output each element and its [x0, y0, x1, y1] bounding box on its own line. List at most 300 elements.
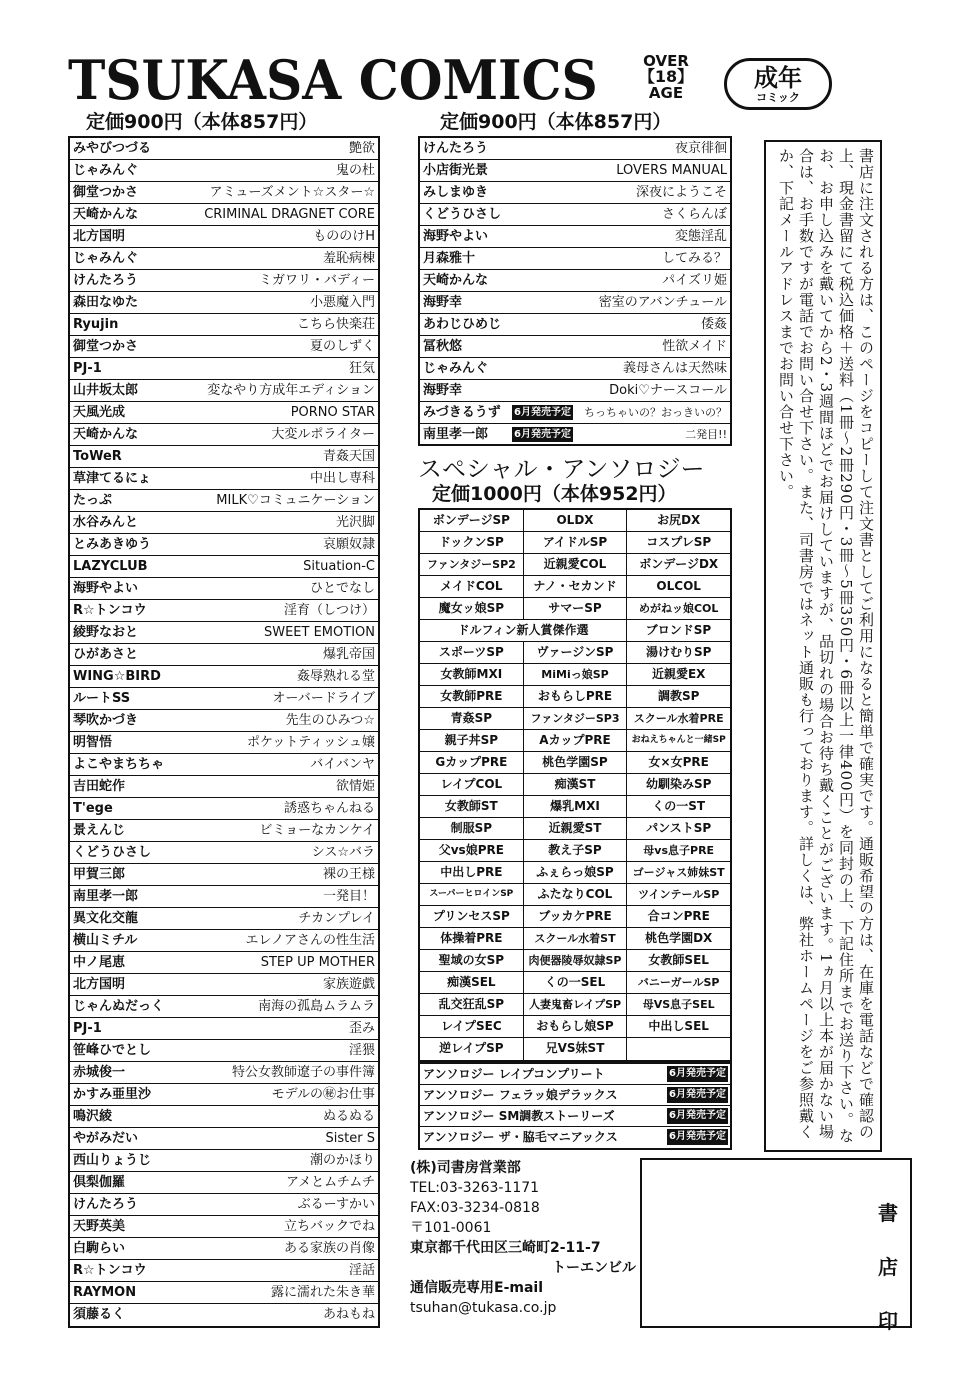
author-name: Ryujin — [73, 317, 119, 332]
author-name: 北方国明 — [73, 977, 126, 992]
author-name: やがみだい — [73, 1131, 139, 1146]
grid-row — [420, 752, 730, 774]
author-name: 景えんじ — [73, 823, 126, 838]
list-item — [70, 820, 378, 842]
list-item — [70, 226, 378, 248]
list-item — [70, 1282, 378, 1304]
book-title: アメとムチムチ — [285, 1175, 375, 1190]
author-name: じゃんぬだっく — [73, 999, 165, 1014]
author-name: 明智悟 — [73, 735, 113, 750]
publisher-title: TSUKASA COMICS — [68, 48, 598, 112]
book-title: もののけH — [313, 229, 375, 244]
author-name: 横山ミチル — [73, 933, 138, 948]
grid-row — [420, 796, 730, 818]
book-title: 義母さんは天然味 — [622, 361, 727, 376]
list-item — [70, 534, 378, 556]
author-name: あわじひめじ — [423, 317, 502, 332]
list-item — [70, 1260, 378, 1282]
grid-cell: ツインテールSP — [638, 888, 720, 901]
anthology-item — [420, 1106, 730, 1127]
grid-cell: 調教SP — [657, 689, 700, 703]
grid-cell: スーパーヒロインSP — [420, 884, 524, 905]
list-item — [70, 1062, 378, 1084]
author-name: 小店街光景 — [423, 163, 489, 178]
author-name: 白駒らい — [73, 1241, 126, 1256]
list-item — [420, 182, 730, 204]
book-title: 艶欲 — [348, 141, 375, 156]
author-name: けんたろう — [423, 141, 489, 156]
list-item — [70, 842, 378, 864]
list-item — [70, 1172, 378, 1194]
grid-cell: おねえちゃんと一緒SP — [631, 735, 726, 745]
book-title: アミューズメント☆スター☆ — [209, 185, 375, 200]
grid-cell: OLCOL — [656, 579, 701, 593]
grid-cell: 幼馴染みSP — [645, 777, 712, 791]
list-item — [70, 314, 378, 336]
list-item — [70, 886, 378, 908]
grid-cell: 中出しSEL — [648, 1019, 709, 1033]
book-title: 潮のかほり — [309, 1153, 375, 1168]
list-item — [70, 358, 378, 380]
grid-cell: 母VS息子SEL — [642, 998, 715, 1011]
list-item — [70, 292, 378, 314]
list-item — [70, 666, 378, 688]
author-name: 海野やよい — [423, 229, 489, 244]
list-item — [420, 160, 730, 182]
company-name: (株)司書房営業部 — [410, 1160, 521, 1176]
author-name: 水谷みんと — [73, 515, 139, 530]
book-title: 淫猥 — [348, 1043, 375, 1058]
stamp-char-3: 印 — [878, 1309, 898, 1333]
grid-row — [420, 598, 730, 620]
grid-row — [420, 818, 730, 840]
author-name: 笹峰ひでとし — [73, 1043, 152, 1058]
age-bottom: AGE — [648, 84, 684, 102]
grid-cell: 痴漢ST — [524, 774, 628, 795]
grid-cell: レイプSEC — [420, 1016, 524, 1037]
list-item — [70, 424, 378, 446]
author-name: くどうひさし — [423, 207, 502, 222]
author-name: よこやまちちゃ — [73, 757, 165, 772]
list-item — [70, 688, 378, 710]
grid-cell: パンストSP — [646, 821, 712, 835]
contact-info — [410, 1158, 650, 1318]
release-badge: 6月発売予定 — [667, 1108, 728, 1124]
author-name: とみあきゆう — [73, 537, 152, 552]
list-item — [70, 380, 378, 402]
book-title: ぶるーすかい — [297, 1197, 375, 1212]
anthology-list — [418, 1062, 732, 1150]
anthology-item — [420, 1085, 730, 1106]
author-name: R☆トンコウ — [73, 603, 147, 618]
grid-cell: 女教師ST — [420, 796, 524, 817]
grid-row — [420, 906, 730, 928]
book-title: 家族遊戯 — [322, 977, 375, 992]
list-item — [70, 336, 378, 358]
book-title: ひとでなし — [309, 581, 375, 596]
author-name: 冨秋悠 — [423, 339, 463, 354]
author-name: 天野英美 — [73, 1219, 126, 1234]
special-price: 定価1000円（本体952円） — [432, 483, 677, 505]
grid-cell: ファンタジーSP2 — [420, 554, 524, 575]
grid-cell: 母vs息子PRE — [643, 844, 715, 857]
list-item — [420, 204, 730, 226]
author-name: 鳴沢綾 — [73, 1109, 113, 1124]
list-item — [70, 864, 378, 886]
grid-row — [420, 532, 730, 554]
list-item — [70, 754, 378, 776]
grid-cell: 体操着PRE — [420, 928, 524, 949]
book-title: エレノアさんの性生活 — [245, 933, 375, 948]
grid-cell: 湯けむりSP — [645, 645, 712, 659]
book-title: 特公女教師遼子の事件簿 — [231, 1065, 375, 1080]
book-title: 狂気 — [348, 361, 375, 376]
book-title: 二発目!! — [685, 428, 727, 441]
grid-cell: スクール水着PRE — [633, 712, 724, 725]
book-title: してみる？ — [661, 251, 727, 266]
book-title: パイズリ姫 — [662, 273, 727, 288]
author-name: PJ-1 — [73, 1021, 102, 1036]
book-title: 鬼の杜 — [335, 163, 375, 178]
author-name: PJ-1 — [73, 361, 102, 376]
grid-row — [420, 730, 730, 752]
book-title: 小悪魔入門 — [309, 295, 375, 310]
book-title: Situation-C — [303, 559, 375, 574]
book-title: 密室のアバンチュール — [598, 295, 727, 310]
grid-row — [420, 686, 730, 708]
book-title: ミガワリ・バディー — [259, 273, 375, 288]
list-item — [420, 336, 730, 358]
author-name: みしまゆき — [423, 185, 489, 200]
book-title: ビミョーなカンケイ — [259, 823, 375, 838]
list-item — [70, 1084, 378, 1106]
grid-cell: 近親愛ST — [524, 818, 628, 839]
grid-cell: 肉便器陵辱奴隷SP — [524, 950, 628, 971]
list-item — [70, 578, 378, 600]
author-name: 天崎かんな — [423, 273, 489, 288]
grid-row — [420, 972, 730, 994]
book-title: 先生のひみつ☆ — [285, 713, 375, 728]
author-name: 森田なゆた — [73, 295, 139, 310]
book-title: 淫話 — [348, 1263, 375, 1278]
author-name: 西山りょうじ — [73, 1153, 152, 1168]
anthology-item — [420, 1064, 730, 1085]
author-name: LAZYCLUB — [73, 559, 148, 574]
book-title: Doki♡ナースコール — [609, 383, 727, 398]
grid-cell: くの一ST — [652, 799, 706, 813]
grid-cell: 親子丼SP — [420, 730, 524, 751]
author-name: 北方国明 — [73, 229, 126, 244]
book-title: 姦辱熟れる堂 — [296, 669, 375, 684]
grid-cell: 近親愛COL — [524, 554, 628, 575]
grid-cell: 合コンPRE — [647, 909, 710, 923]
grid-cell: お尻DX — [657, 513, 701, 527]
seal-sub: コミック — [756, 91, 800, 104]
list-item — [70, 204, 378, 226]
book-title: Sister S — [325, 1131, 375, 1146]
grid-row — [420, 928, 730, 950]
author-name: 草津てるにょ — [73, 471, 151, 486]
list-item — [70, 776, 378, 798]
anthology-name: アンソロジー SM調教ストーリーズ — [423, 1109, 615, 1123]
book-title: 光沢脚 — [335, 515, 375, 530]
grid-row — [420, 884, 730, 906]
list-item — [70, 1128, 378, 1150]
special-anthology-title: スペシャル・アンソロジー — [418, 455, 705, 483]
author-name: 倶梨伽羅 — [73, 1175, 126, 1190]
list-item — [70, 952, 378, 974]
author-name: 赤城俊一 — [73, 1065, 126, 1080]
tel: TEL:03-3263-1171 — [410, 1180, 540, 1196]
grid-cell: 青姦SP — [420, 708, 524, 729]
grid-cell: MiMiっ娘SP — [524, 664, 628, 685]
grid-row — [420, 1016, 730, 1038]
book-title: 爆乳帝国 — [322, 647, 375, 662]
author-name: 月森雅十 — [423, 251, 476, 266]
book-title: さくらんぼ — [661, 207, 727, 222]
list-item — [70, 1018, 378, 1040]
author-name: WING☆BIRD — [73, 669, 161, 684]
grid-cell: おもらしPRE — [524, 686, 628, 707]
over-18-mark — [616, 53, 716, 103]
price-left: 定価900円（本体857円） — [86, 111, 318, 133]
price-mid: 定価900円（本体857円） — [440, 111, 672, 133]
author-name: けんたろう — [73, 1197, 139, 1212]
author-name: じゃみんぐ — [423, 361, 489, 376]
book-title: 哀願奴隷 — [322, 537, 375, 552]
grid-cell: ブッカケPRE — [524, 906, 628, 927]
grid-row — [420, 576, 730, 598]
book-title: 一発目！ — [322, 889, 375, 904]
book-title: 夜京徘徊 — [674, 141, 727, 156]
book-title: MILK♡コミュニケーション — [216, 493, 375, 508]
author-name: かすみ亜里沙 — [73, 1087, 152, 1102]
list-item — [70, 600, 378, 622]
author-name: 須藤るく — [73, 1307, 126, 1322]
list-item — [70, 930, 378, 952]
author-name: たっぷ — [73, 493, 113, 508]
author-name: 中ノ尾恵 — [73, 955, 126, 970]
grid-row — [420, 642, 730, 664]
grid-cell: 魔女ッ娘SP — [420, 598, 524, 619]
list-item — [70, 402, 378, 424]
author-name: 御堂つかさ — [73, 185, 139, 200]
grid-cell: メイドCOL — [420, 576, 524, 597]
book-title: 南海の孤島ムラムラ — [258, 999, 375, 1014]
book-title: 羞恥病棟 — [322, 251, 375, 266]
grid-cell: AカップPRE — [524, 730, 628, 751]
list-item — [70, 1194, 378, 1216]
author-name: 海野やよい — [73, 581, 139, 596]
grid-cell: おもらし娘SP — [524, 1016, 628, 1037]
list-item — [420, 402, 730, 424]
author-name: 山井坂太郎 — [73, 383, 139, 398]
list-item — [70, 644, 378, 666]
grid-cell: 兄VS妹ST — [524, 1038, 628, 1060]
list-item — [70, 1304, 378, 1326]
grid-row — [420, 620, 730, 642]
book-title: 変態淫乱 — [674, 229, 727, 244]
list-item — [420, 248, 730, 270]
building: トーエンビル — [552, 1260, 636, 1276]
grid-cell: ふぇらっ娘SP — [524, 862, 628, 883]
author-name: ToWeR — [73, 449, 122, 464]
stamp-label — [878, 1186, 898, 1348]
grid-row — [420, 862, 730, 884]
book-title: CRIMINAL DRAGNET CORE — [204, 207, 375, 222]
list-item — [70, 490, 378, 512]
grid-cell: 女×女PRE — [648, 755, 709, 769]
grid-cell: 人妻鬼畜レイプSP — [524, 994, 628, 1015]
grid-cell: ドックンSP — [420, 532, 524, 553]
list-item — [70, 710, 378, 732]
author-name: 南里孝一郎 — [73, 889, 139, 904]
grid-cell: 女教師PRE — [420, 686, 524, 707]
grid-row — [420, 774, 730, 796]
special-anthology-grid — [418, 508, 732, 1062]
grid-cell: 中出しPRE — [420, 862, 524, 883]
list-item — [70, 1106, 378, 1128]
list-item — [70, 512, 378, 534]
grid-cell: ファンタジーSP3 — [524, 708, 628, 729]
grid-row — [420, 664, 730, 686]
author-name: みづきるうず — [423, 405, 501, 420]
author-name: 吉田蛇作 — [73, 779, 126, 794]
book-title: 夏のしずく — [309, 339, 375, 354]
mid-title-list — [418, 136, 732, 446]
grid-cell: 制服SP — [420, 818, 524, 839]
book-title: 深夜にようこそ — [635, 185, 727, 200]
book-title: チカンプレイ — [298, 911, 375, 926]
stamp-char-2: 店 — [878, 1255, 898, 1279]
list-item — [70, 160, 378, 182]
list-item — [420, 380, 730, 402]
grid-cell: 爆乳MXI — [524, 796, 628, 817]
grid-cell: ヴァージンSP — [524, 642, 628, 663]
list-item — [70, 556, 378, 578]
list-item — [70, 182, 378, 204]
zip: 〒101-0061 — [410, 1220, 492, 1236]
grid-cell: 女教師SEL — [648, 953, 709, 967]
grid-cell: くの一SEL — [524, 972, 628, 993]
release-badge: 6月発売予定 — [667, 1129, 728, 1145]
list-item — [70, 996, 378, 1018]
author-name: 海野幸 — [423, 383, 463, 398]
grid-cell: ゴージャス姉妹ST — [632, 866, 725, 879]
grid-row — [420, 840, 730, 862]
bookstore-stamp-box — [640, 1158, 912, 1333]
author-name: RAYMON — [73, 1285, 137, 1300]
email: tsuhan@tukasa.co.jp — [410, 1300, 557, 1316]
list-item — [70, 622, 378, 644]
book-title: モデルの㊙お仕事 — [271, 1087, 375, 1102]
book-title: ぬるぬる — [322, 1109, 375, 1124]
book-title: ちっちゃいの？おっきいの？ — [584, 406, 727, 419]
grid-cell: バニーガールSP — [637, 976, 720, 989]
list-item — [70, 974, 378, 996]
release-badge: 6月発売予定 — [667, 1087, 728, 1103]
book-title: シス☆バラ — [311, 845, 375, 860]
grid-row — [420, 994, 730, 1016]
book-title: 歪み — [348, 1021, 375, 1036]
list-item — [70, 1040, 378, 1062]
author-name: じゃみんぐ — [73, 163, 139, 178]
grid-cell — [627, 1038, 730, 1060]
book-title: 青姦天国 — [322, 449, 375, 464]
grid-cell: OLDX — [524, 510, 628, 531]
age-top: OVER — [643, 52, 689, 70]
author-name: T'ege — [73, 801, 113, 816]
grid-cell: 乱交狂乱SP — [420, 994, 524, 1015]
grid-cell: 痴漢SEL — [420, 972, 524, 993]
grid-cell: 桃色学園SP — [524, 752, 628, 773]
author-name: みやびつづる — [73, 141, 152, 156]
grid-cell: 教え子SP — [524, 840, 628, 861]
book-title: 誘惑ちゃんねる — [283, 801, 375, 816]
anthology-name: アンソロジー フェラッ娘デラックス — [423, 1088, 618, 1102]
author-name: 甲賀三郎 — [73, 867, 126, 882]
grid-cell: ボンデージDX — [639, 557, 719, 571]
book-title: 大変ルポライター — [271, 427, 375, 442]
left-title-list — [68, 136, 380, 1328]
author-name: R☆トンコウ — [73, 1263, 147, 1278]
list-item — [70, 248, 378, 270]
book-title: バイバンヤ — [310, 757, 375, 772]
grid-cell: ドルフィン新人賞傑作選 — [420, 620, 627, 641]
author-name: 綾野なおと — [73, 625, 139, 640]
grid-cell: ナノ・セカンド — [524, 576, 628, 597]
adult-comic-seal — [724, 58, 832, 110]
book-title: 裸の王様 — [322, 867, 375, 882]
mail-order-notice: 書店に注文される方は、このページをコピーして注文書としてご利用になると簡単で確実です。通販希望の方は、在庫を電話などで確認の上、現金書留にて税込価格＋送料（1冊〜2冊290円・3冊〜5冊350円・6冊以上一律400円）を同封の上、下記住所までお送り下さい。なお、お申し込みを戴いてから2・3週間ほどでお届けしていますが、品切れの場合お待ち戴くことがございます。1ヵ月以上本が届かない場合は、お手数ですが電話でお問い合せ下さい。また、司書房ではネット通販も行っております。詳しくは、弊社ホームページをご参照戴くか、下記メールアドレスまでお問い合せ下さい。 — [764, 140, 882, 1152]
grid-row — [420, 1038, 730, 1060]
grid-cell: 女教師MXI — [420, 664, 524, 685]
grid-cell: サマーSP — [524, 598, 628, 619]
list-item — [70, 468, 378, 490]
list-item — [70, 732, 378, 754]
release-badge: 6月発売予定 — [514, 407, 571, 418]
grid-cell: 近親愛EX — [651, 667, 706, 681]
book-title: 性欲メイド — [662, 339, 727, 354]
grid-cell: 父vs娘PRE — [420, 840, 524, 861]
book-title: 露に濡れた朱き華 — [270, 1285, 375, 1300]
anthology-name: アンソロジー レイプコンプリート — [423, 1067, 605, 1081]
author-name: 琴吹かづき — [73, 713, 139, 728]
grid-cell: プリンセスSP — [420, 906, 524, 927]
list-item — [420, 424, 730, 446]
author-name: くどうひさし — [73, 845, 152, 860]
author-name: 天風光成 — [73, 405, 126, 420]
author-name: じゃみんぐ — [73, 251, 139, 266]
author-name: ルートSS — [73, 691, 131, 706]
address: 東京都千代田区三崎町2-11-7 — [410, 1240, 601, 1256]
grid-cell: ボンデージSP — [420, 510, 524, 531]
book-title: ある家族の肖像 — [283, 1241, 375, 1256]
list-item — [420, 314, 730, 336]
list-item — [70, 1150, 378, 1172]
age-num: 【18】 — [638, 67, 694, 86]
grid-cell: 聖域の女SP — [420, 950, 524, 971]
list-item — [70, 1238, 378, 1260]
list-item — [70, 798, 378, 820]
author-name: 天崎かんな — [73, 207, 139, 222]
grid-cell: レイプCOL — [420, 774, 524, 795]
list-item — [420, 270, 730, 292]
book-title: 変なやり方成年エディション — [207, 383, 375, 398]
list-item — [70, 138, 378, 160]
list-item — [420, 138, 730, 160]
grid-cell: アイドルSP — [524, 532, 628, 553]
